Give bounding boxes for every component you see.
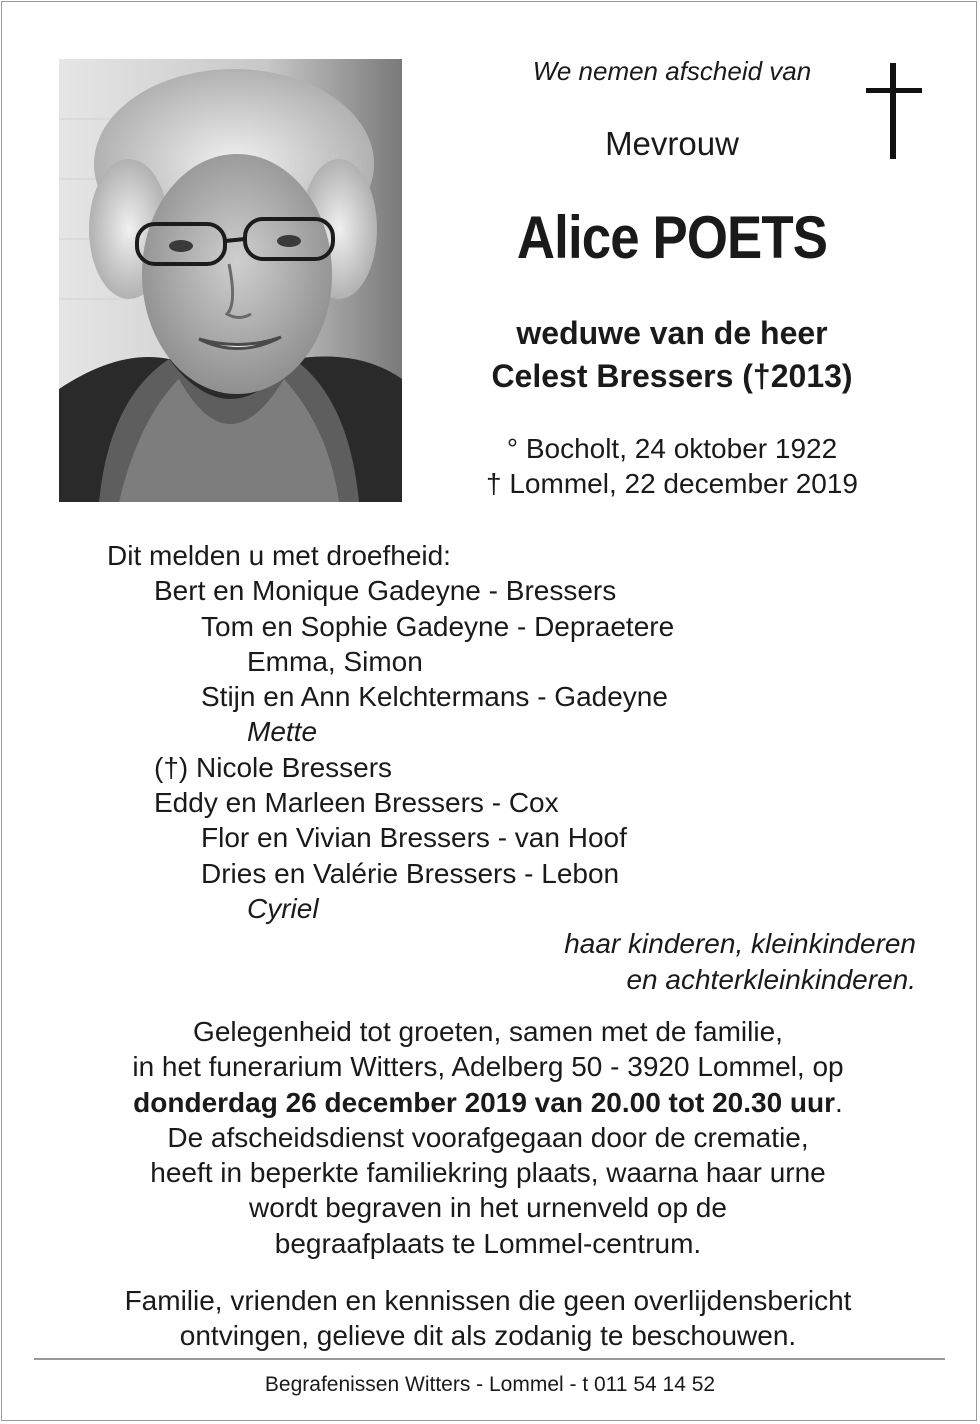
widow-of [440, 312, 904, 398]
birth-date: ° Bocholt, 24 oktober 1922 [506, 433, 838, 464]
portrait-photo [59, 59, 402, 502]
widow-line-2: Celest Bressers (†2013) [491, 358, 853, 394]
family-member: Mette [247, 716, 318, 748]
family-member: Stijn en Ann Kelchtermans - Gadeyne [201, 681, 668, 713]
visitation-line: in het funerarium Witters, Adelberg 50 - 3920 Lommel, op [132, 1051, 844, 1083]
life-dates [440, 431, 904, 501]
closing-line-2: en achterkleinkinderen. [626, 964, 916, 995]
family-intro: Dit melden u met droefheid: [107, 540, 451, 571]
funeral-home-footer: Begrafenissen Witters - Lommel - t 011 54 14 52 [264, 1373, 716, 1396]
family-member: (†) Nicole Bressers [154, 751, 393, 783]
notice-line: Familie, vrienden en kennissen die geen overlijdensbericht [124, 1285, 852, 1316]
family-list [0, 538, 980, 926]
visitation-date: donderdag 26 december 2019 van 20.00 tot 20.30 uur [133, 1086, 836, 1118]
deceased-name: Alice POETS [516, 204, 828, 271]
family-member: Dries en Valérie Bressers - Lebon [201, 857, 620, 889]
family-closing [564, 926, 916, 998]
closing-line-1: haar kinderen, kleinkinderen [564, 928, 916, 959]
visitation-line: Gelegenheid tot groeten, samen met de familie, [193, 1016, 783, 1047]
widow-line-1: weduwe van de heer [516, 315, 828, 351]
family-member: Bert en Monique Gadeyne - Bressers [154, 575, 617, 607]
family-member: Tom en Sophie Gadeyne - Depraetere [201, 610, 675, 642]
footer-divider [34, 1358, 945, 1360]
family-member: Flor en Vivian Bressers - van Hoof [201, 822, 627, 854]
visitation-date-end: . [835, 1086, 843, 1118]
visitation-line: De afscheidsdienst voorafgegaan door de crematie, [167, 1121, 809, 1153]
visitation-line: heeft in beperkte familiekring plaats, waarna haar urne [150, 1157, 826, 1189]
intro-text: We nemen afscheid van [532, 56, 812, 86]
family-member: Cyriel [247, 892, 319, 924]
portrait-image [59, 59, 402, 502]
death-date: † Lommel, 22 december 2019 [486, 468, 858, 499]
notice-paragraph [30, 1283, 946, 1354]
family-member: Emma, Simon [247, 645, 423, 677]
honorific: Mevrouw [605, 125, 739, 162]
visitation-line: wordt begraven in het urnenveld op de [249, 1192, 727, 1224]
family-member: Eddy en Marleen Bressers - Cox [154, 787, 559, 819]
visitation-paragraph [30, 1014, 946, 1261]
visitation-date-line [30, 1085, 946, 1120]
visitation-line: begraafplaats te Lommel-centrum. [274, 1227, 702, 1259]
notice-line: ontvingen, gelieve dit als zodanig te beschouwen. [179, 1320, 797, 1352]
